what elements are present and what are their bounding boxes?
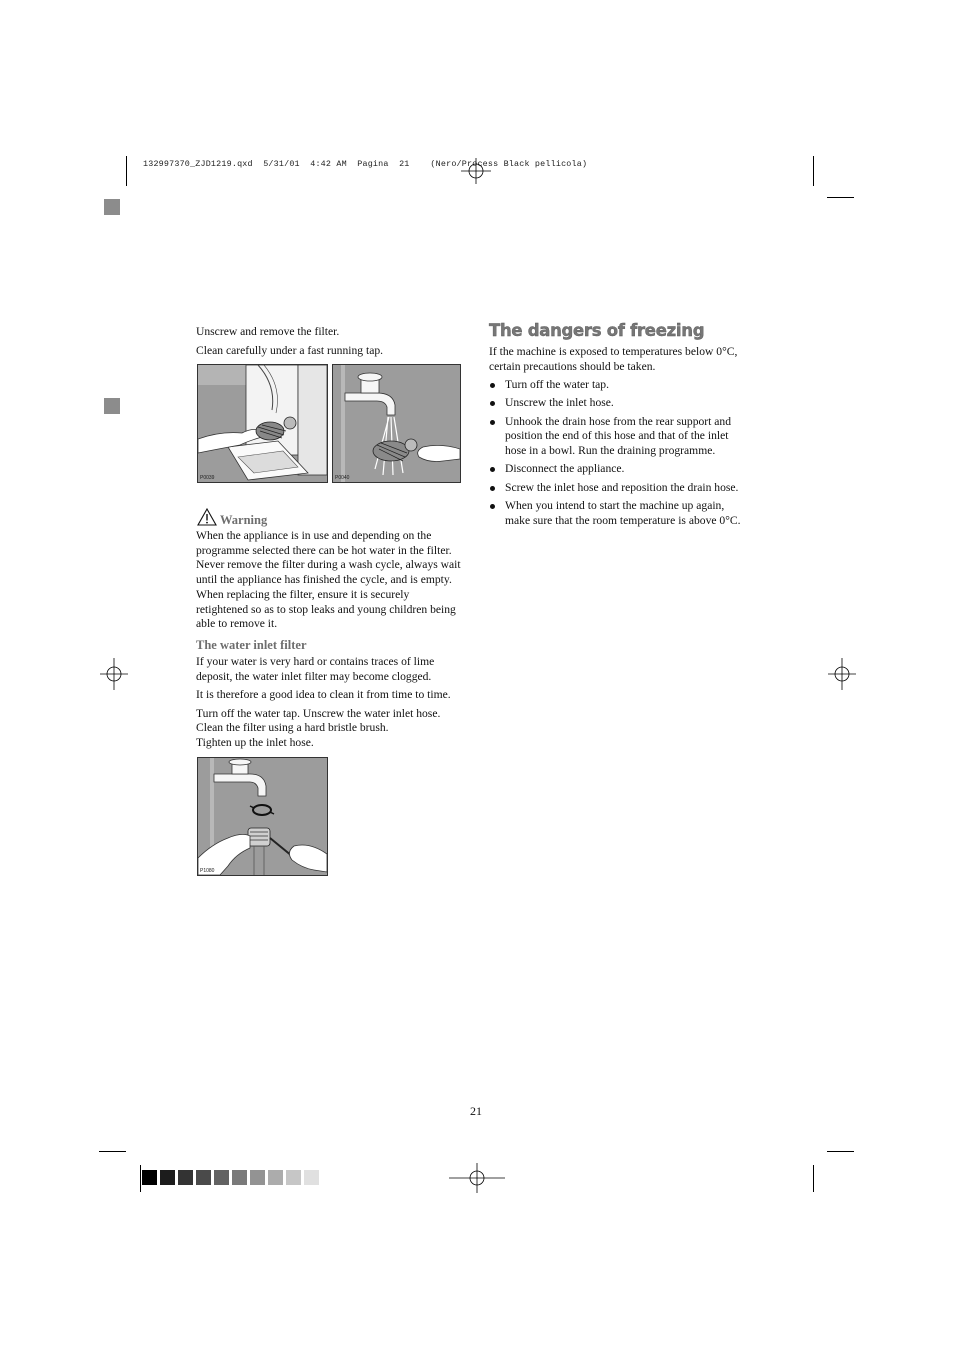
color-swatch xyxy=(214,1170,229,1185)
inlet-filter-title: The water inlet filter xyxy=(196,638,307,652)
list-item: Screw the inlet hose and reposition the drain hose. xyxy=(489,481,751,496)
color-swatch xyxy=(142,1170,157,1185)
registration-mark-left-icon xyxy=(99,658,129,690)
list-item: Unhook the drain hose from the rear support and position the end of this hose and that of the inlet hose in a bowl. Run the draining programme. xyxy=(489,415,751,459)
color-swatch xyxy=(304,1170,319,1185)
intro-clean-filter: Clean carefully under a fast running tap. xyxy=(196,344,384,357)
crop-mark-bottom-left-h xyxy=(99,1151,126,1152)
registration-square-middle xyxy=(104,398,120,414)
crop-mark-top-right xyxy=(813,156,814,186)
registration-mark-bottom-icon xyxy=(449,1163,505,1193)
crop-mark-top-right-h xyxy=(827,197,854,198)
list-item: Disconnect the appliance. xyxy=(489,462,751,477)
print-color-bar xyxy=(142,1170,322,1185)
inlet-filter-step-1: Turn off the water tap. Unscrew the water inlet hose. xyxy=(196,707,441,720)
color-swatch xyxy=(160,1170,175,1185)
color-swatch xyxy=(178,1170,193,1185)
crop-mark-bottom-left xyxy=(140,1165,141,1192)
crop-mark-top-left xyxy=(126,156,127,186)
figure-clean-filter-tap xyxy=(332,364,461,483)
figure-brush-inlet-filter xyxy=(197,757,328,876)
warning-text: When the appliance is in use and depending on the programme selected there can be hot water in the filter. Never remove the filter during a wash cycle, always wait until the appliance has finished the cycle, and is empty. When replacing the filter, ensure it is securely retightened so as to stop leaks and young children being able to remove it. xyxy=(196,529,461,631)
freezing-steps-list xyxy=(489,378,751,532)
color-swatch xyxy=(268,1170,283,1185)
crop-mark-bottom-right xyxy=(813,1165,814,1192)
figure-code: P1080 xyxy=(200,868,215,874)
list-item: When you intend to start the machine up again, make sure that the room temperature is above 0°C. xyxy=(489,499,751,528)
crop-mark-bottom-right-h xyxy=(827,1151,854,1152)
machine-filter-illustration-icon xyxy=(198,365,327,482)
registration-mark-right-icon xyxy=(827,658,857,690)
freezing-intro: If the machine is exposed to temperatures below 0°C, certain precautions should be taken. xyxy=(489,345,738,373)
inlet-filter-step-3: Tighten up the inlet hose. xyxy=(196,736,314,749)
page-number: 21 xyxy=(470,1104,482,1118)
tap-filter-illustration-icon xyxy=(333,365,460,482)
intro-remove-filter: Unscrew and remove the filter. xyxy=(196,325,340,338)
color-swatch xyxy=(286,1170,301,1185)
warning-title: Warning xyxy=(220,513,268,527)
brush-filter-illustration-icon xyxy=(198,758,327,875)
print-slug: 132997370_ZJD1219.qxd 5/31/01 4:42 AM Pagina 21 (Nero/Process Black pellicola) xyxy=(143,159,588,169)
warning-triangle-icon xyxy=(197,508,217,526)
color-swatch xyxy=(232,1170,247,1185)
registration-square-top xyxy=(104,199,120,215)
inlet-filter-para-1: If your water is very hard or contains traces of lime deposit, the water inlet filter may become clogged. xyxy=(196,655,435,683)
figure-code: P0040 xyxy=(335,475,350,481)
list-item: Turn off the water tap. xyxy=(489,378,751,393)
figure-remove-filter xyxy=(197,364,328,483)
color-swatch xyxy=(250,1170,265,1185)
figure-code: P0039 xyxy=(200,475,215,481)
color-swatch xyxy=(196,1170,211,1185)
inlet-filter-step-2: Clean the filter using a hard bristle brush. xyxy=(196,721,389,734)
registration-mark-icon xyxy=(461,156,491,186)
list-item: Unscrew the inlet hose. xyxy=(489,396,751,411)
freezing-title: The dangers of freezing xyxy=(489,321,705,340)
inlet-filter-para-2: It is therefore a good idea to clean it from time to time. xyxy=(196,688,451,701)
